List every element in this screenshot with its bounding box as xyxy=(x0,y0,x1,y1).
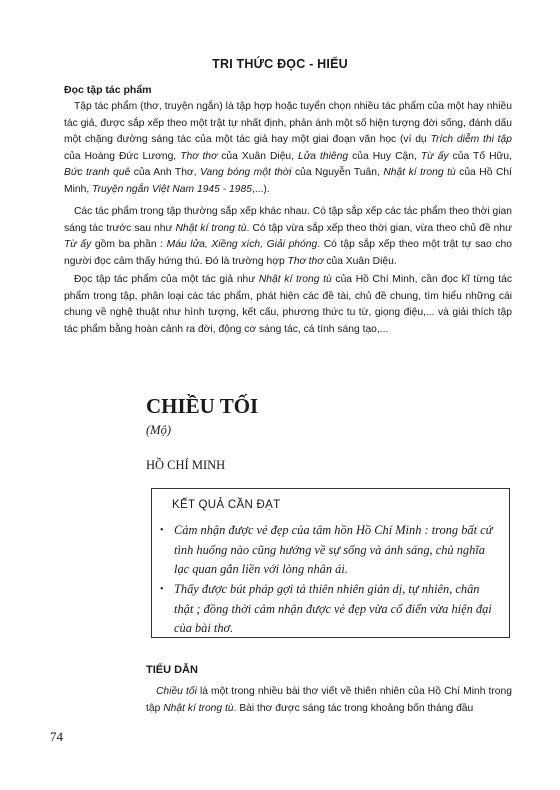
italic-text: Trích diễm thi tập xyxy=(430,134,512,146)
poem-subtitle: (Mộ) xyxy=(146,423,171,437)
italic-text: Chiều tối xyxy=(156,686,197,697)
italic-text: Thơ thơ xyxy=(180,150,218,162)
text-run: gồm ba phần : xyxy=(91,239,167,251)
section-title: TRI THỨC ĐỌC - HIỂU xyxy=(212,57,348,71)
text-run: . Có tập sắp xếp theo một trật tự sao cho người đọc cảm thấy hứng thú. Đó là trường hợp xyxy=(64,239,512,267)
learning-outcomes-heading: KẾT QUẢ CẦN ĐẠT xyxy=(172,499,281,511)
italic-text: Bức tranh quê xyxy=(64,167,131,179)
learning-outcomes-box xyxy=(151,488,510,638)
intro-heading: TIỂU DẪN xyxy=(146,664,198,676)
learning-outcome-text: Cảm nhận được vẻ đẹp của tâm hồn Hồ Chí Minh : trong bất cứ tình huống nào cũng hướng về sự sống và ánh sáng, chủ nghĩa lạc quan gắn liền với lòng nhân ái. xyxy=(174,523,493,577)
text-run: Các tác phẩm trong tập thường sắp xếp khác nhau. Có tập sắp xếp các tác phẩm theo thời gian sáng tác trước sau như xyxy=(64,206,512,234)
text-run: của Xuân Diệu, xyxy=(217,150,299,162)
text-run: của Hồ Chí Minh, xyxy=(64,167,512,195)
text-run: Đọc tập tác phẩm của một tác giả như xyxy=(74,274,259,285)
poem-title: CHIỀU TỐI xyxy=(146,394,259,418)
italic-text: Thơ thơ xyxy=(287,255,324,267)
subsection-heading: Đọc tập tác phẩm xyxy=(64,84,152,96)
italic-text: Truyện ngắn Việt Nam 1945 - 1985 xyxy=(92,183,252,195)
learning-outcome-item xyxy=(160,521,496,580)
text-run: là một trong nhiều bài thơ viết về thiên nhiên của Hồ Chí Minh trong tập xyxy=(146,686,512,714)
text-run: . Có tập vừa sắp xếp theo thời gian, vừa theo chủ đề như xyxy=(246,222,512,234)
text-run: của Hoàng Đức Lương, xyxy=(64,150,181,162)
learning-outcome-item xyxy=(160,580,496,639)
italic-text: Máu lửa, Xiềng xích, Giải phóng xyxy=(166,239,318,251)
learning-outcome-text: Thấy được bút pháp gợi tả thiên nhiên giản dị, tự nhiên, chân thật ; đồng thời cảm nhận được vẻ đẹp vừa cổ điển vừa hiện đại của bài thơ. xyxy=(174,582,492,636)
text-run: của Anh Thơ, xyxy=(130,167,201,179)
text-run: của Huy Cận, xyxy=(348,150,421,162)
body-paragraph xyxy=(64,272,512,338)
bullet-icon: • xyxy=(160,525,164,536)
italic-text: Vang bóng một thời xyxy=(200,167,292,179)
italic-text: Nhật kí trong tù xyxy=(258,274,332,285)
bullet-icon: • xyxy=(160,584,164,595)
italic-text: Từ ấy xyxy=(420,150,449,162)
italic-text: Nhật kí trong tù xyxy=(175,222,247,234)
text-run: của Xuân Diệu. xyxy=(323,255,397,267)
intro-paragraph xyxy=(146,684,512,717)
poem-author: HỒ CHÍ MINH xyxy=(146,458,226,472)
italic-text: Nhật kí trong tù xyxy=(163,702,234,714)
body-paragraph xyxy=(64,204,512,270)
italic-text: Từ ấy xyxy=(64,239,92,251)
italic-text: Lửa thiêng xyxy=(298,150,349,162)
text-run: của Tố Hữu, xyxy=(448,150,512,162)
text-run: của Nguyễn Tuân, xyxy=(291,167,384,179)
text-run: Tập tác phẩm (thơ, truyện ngắn) là tập hợp hoặc tuyển chọn nhiều tác phẩm của một hay nhiều tác giả, được sắp xếp theo một trật tự nhất định, phản ánh một số hiện tượng đời sống, đánh dấu một chặng đường sáng tác của một tác giả hay một giai đoạn văn học (ví dụ xyxy=(64,101,512,146)
text-run: của Hồ Chí Minh, cần đọc kĩ từng tác phẩm trong tập, phân loại các tác phẩm, phát hiện các đề tài, chủ đề chung, tìm hiểu những cái chung về nghệ thuật như hình tượng, kết cấu, phương thức tu từ, giọng điệu,... và giải thích tập tác phẩm bằng hoàn cảnh ra đời, động cơ sáng tác, cá tính sáng tạo,... xyxy=(64,274,512,335)
text-run: ,...). xyxy=(251,183,270,195)
italic-text: Nhật kí trong tù xyxy=(383,167,456,179)
text-run: . Bài thơ được sáng tác trong khoảng bốn tháng đầu xyxy=(233,702,474,714)
page-number: 74 xyxy=(50,729,63,744)
body-paragraph xyxy=(64,99,512,199)
